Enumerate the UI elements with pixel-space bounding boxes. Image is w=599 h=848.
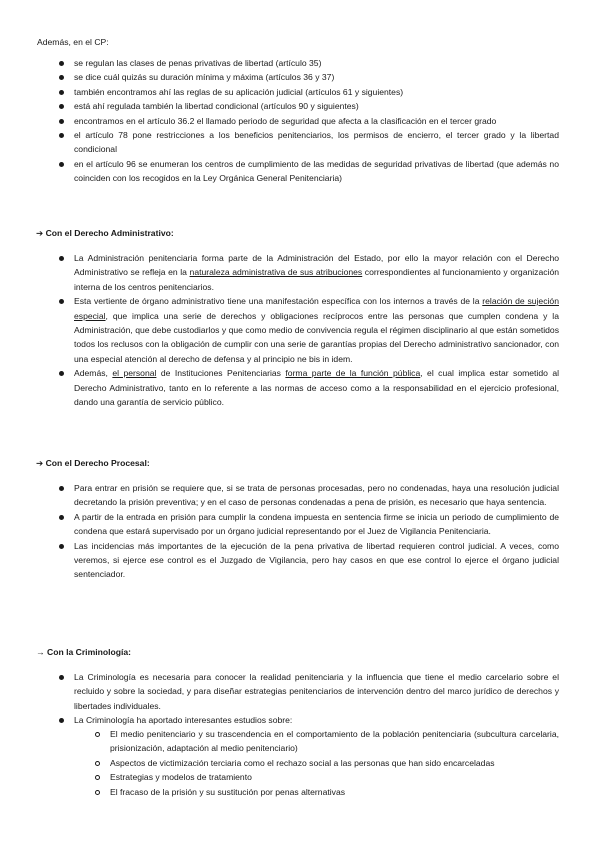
cp-intro: Además, en el CP:: [37, 37, 109, 47]
section-heading-administrativo: [36, 226, 174, 240]
list-item: el artículo 78 pone restricciones a los beneficios penitenciarios, los permisos de encierro, el tercer grado y la libertad condicional: [0, 128, 599, 157]
cp-list: [0, 56, 599, 186]
sublist-item: Aspectos de victimización terciaria como el rechazo social a las personas que han sido encarceladas: [0, 756, 599, 770]
list-item: también encontramos ahí las reglas de su aplicación judicial (artículos 61 y siguientes): [0, 85, 599, 99]
list-item: en el artículo 96 se enumeran los centros de cumplimiento de las medidas de seguridad privativas de libertad (que además no coinciden con los recogidos en la Ley Orgánica General Penitenciaria): [0, 157, 599, 186]
heading-text: Con la Criminología:: [46, 647, 132, 657]
underlined-text: naturaleza administrativa de sus atribuciones: [189, 267, 363, 278]
procesal-list: [0, 481, 599, 582]
underlined-text: relación de sujeción especial: [74, 296, 559, 321]
list-item: Las incidencias más importantes de la ejecución de la pena privativa de libertad requieren control judicial. A veces, como veremos, si ejerce ese control es el Juzgado de Vigilancia, pero hay casos en que ese control lo ejerce el órgano judicial sentenciador.: [0, 539, 599, 582]
sublist-item: El fracaso de la prisión y su sustitución por penas alternativas: [0, 785, 599, 799]
text: , que implica una serie de derechos y obligaciones recíprocos entre las personas que cumplen condena y la Administración, que debe custodiarlos y que como medio de convivencia regula el régimen disciplinario al que están sometidos todos los reclusos con la obligación de cumplir con una serie de garantías propias del Derecho administrativo sancionador, con una especial atención al derecho de defensa y al principio ne bis in idem.: [74, 310, 559, 364]
section-heading-criminologia: [36, 645, 131, 659]
list-item: encontramos en el artículo 36.2 el llamado periodo de seguridad que afecta a la clasificación en el tercer grado: [0, 114, 599, 128]
list-item: [0, 294, 599, 366]
list-item: está ahí regulada también la libertad condicional (artículos 90 y siguientes): [0, 99, 599, 113]
criminologia-sublist: [0, 727, 599, 799]
sublist-item: Estrategias y modelos de tratamiento: [0, 770, 599, 784]
list-item: [0, 366, 599, 409]
arrow-right-icon: →: [36, 647, 45, 657]
section-heading-procesal: [36, 456, 150, 470]
underlined-text: el personal: [112, 368, 157, 379]
list-item: A partir de la entrada en prisión para cumplir la condena impuesta en sentencia firme se inicia un periodo de cumplimiento de condena que estará supervisado por un órgano judicial representando por el Juez de Vigilancia Penitenciaria.: [0, 510, 599, 539]
text: La Administración penitenciaria forma parte de la Administración del Estado, por ello la mayor relación con el Derecho Administrativo se refleja en la: [74, 253, 559, 278]
arrow-right-icon: ➔: [36, 228, 44, 238]
text: Esta vertiente de órgano administrativo tiene una manifestación específica con los internos a través de la: [74, 296, 483, 307]
list-item: [0, 251, 599, 294]
text: correspondientes al funcionamiento y organización interna de los centros penitenciarios.: [74, 267, 559, 292]
list-item: La Criminología es necesaria para conocer la realidad penitenciaria y la influencia que tiene el medio carcelario sobre el recluido y sobre la sociedad, y para diseñar estrategias penitenciarios de intervención dentro del marco jurídico de derechos y libertades individuales.: [0, 670, 599, 713]
heading-text: Con el Derecho Administrativo:: [45, 228, 174, 238]
text: de Instituciones Penitenciarias: [156, 368, 286, 379]
text: Además,: [74, 368, 113, 379]
arrow-right-icon: ➔: [36, 458, 44, 468]
admin-list: [0, 251, 599, 409]
heading-text: Con el Derecho Procesal:: [45, 458, 150, 468]
list-item: Para entrar en prisión se requiere que, si se trata de personas procesadas, pero no condenadas, haya una resolución judicial decretando la prisión preventiva; y en el caso de personas condenadas a pena de prisión, es necesario que haya sentencia.: [0, 481, 599, 510]
text: , el cual implica estar sometido al Derecho Administrativo, tanto en lo referente a las normas de acceso como a la responsabilidad en el ejercicio profesional, dando una garantía de servicio público.: [74, 368, 560, 408]
list-item: se dice cuál quizás su duración mínima y máxima (artículos 36 y 37): [0, 70, 599, 84]
list-item: La Criminología ha aportado interesantes estudios sobre:: [0, 713, 599, 727]
criminologia-list: [0, 670, 599, 728]
underlined-text: forma parte de la función pública: [285, 368, 421, 379]
sublist-item: El medio penitenciario y su trascendencia en el comportamiento de la población penitenciaria (subcultura carcelaria, prisionización, adaptación al medio penitenciario): [0, 727, 599, 756]
list-item: se regulan las clases de penas privativas de libertad (artículo 35): [0, 56, 599, 70]
